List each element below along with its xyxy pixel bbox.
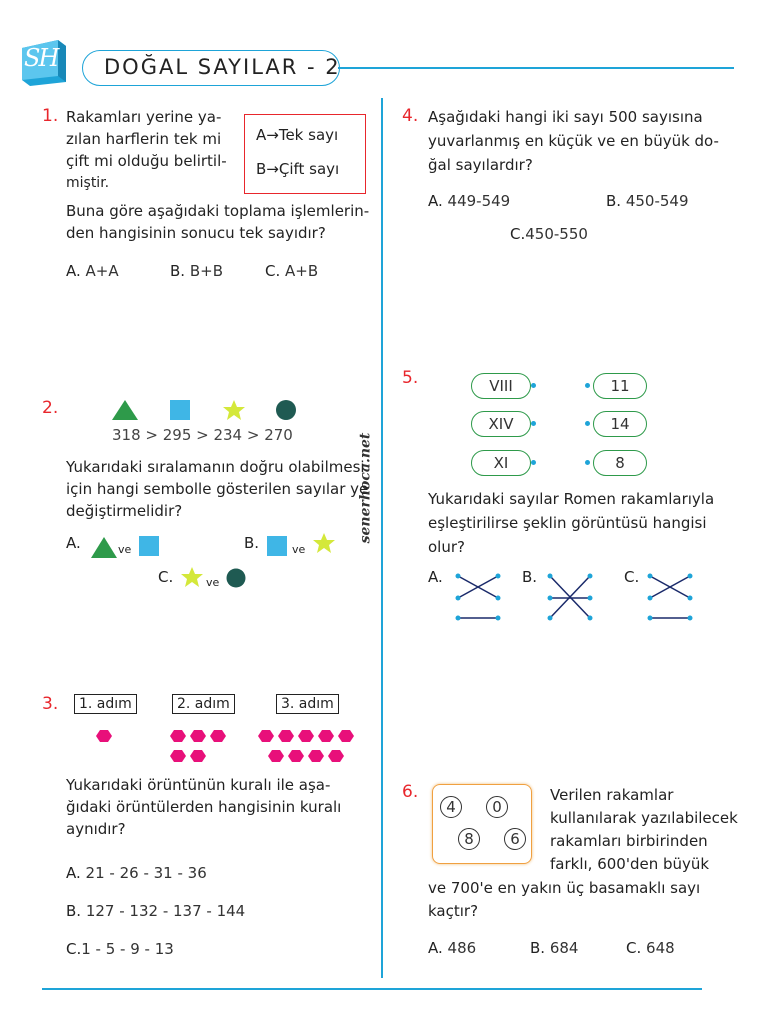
option-letter: A.: [66, 534, 81, 552]
q2-question-line: Yukarıdaki sıralamanın doğru olabilmesi: [66, 458, 365, 476]
q5-dot: [531, 421, 536, 426]
q5-number-1: 11: [593, 373, 647, 399]
q2-symbols: [108, 398, 308, 424]
option-value: 449-549: [447, 192, 511, 210]
option-letter: A.: [428, 568, 443, 586]
q6-digit: 0: [486, 796, 508, 818]
q5-diagram-c: [646, 570, 696, 624]
q3-question-line: ğıdaki örüntülerden hangisinin kuralı: [66, 798, 342, 816]
q3-option-c[interactable]: [66, 938, 174, 960]
footer-rule: [42, 988, 702, 990]
q1-number: 1.: [42, 106, 59, 126]
q5-question-line: eşleştirilirse şeklin görüntüsü hangisi: [428, 514, 707, 532]
option-letter: B.: [530, 939, 546, 957]
q3-step-1: 1. adım: [74, 694, 137, 714]
q4-number: 4.: [402, 106, 419, 126]
q6-number: 6.: [402, 782, 419, 802]
option-value: 450-549: [625, 192, 689, 210]
yellow-star-icon: [313, 533, 335, 553]
q6-digit: 4: [440, 796, 462, 818]
q3-question-line: aynıdır?: [66, 820, 126, 838]
page-title: DOĞAL SAYILAR - 2: [104, 55, 341, 79]
q6-option-c[interactable]: [626, 937, 675, 959]
option-value: 127 - 132 - 137 - 144: [85, 902, 246, 920]
q3-question-line: Yukarıdaki örüntünün kuralı ile aşa-: [66, 776, 331, 794]
q5-option-c[interactable]: [624, 566, 704, 626]
yellow-star-icon: [181, 567, 203, 587]
option-value: A+A: [85, 262, 119, 280]
option-letter: A.: [428, 192, 443, 210]
q6-digit: 6: [504, 828, 526, 850]
q1-text-line: Rakamları yerine ya-: [66, 108, 222, 126]
q4-option-b[interactable]: [606, 190, 689, 212]
q6-text-line: rakamları birbirinden: [550, 832, 708, 850]
q2-option-a[interactable]: [66, 532, 176, 560]
q6-digit: 8: [458, 828, 480, 850]
q6-text-line: kullanılarak yazılabilecek: [550, 809, 738, 827]
option-value: B+B: [189, 262, 223, 280]
q5-option-b[interactable]: [522, 566, 602, 626]
option-value: 684: [549, 939, 579, 957]
option-letter: B.: [606, 192, 622, 210]
q5-dot: [585, 383, 590, 388]
logo: [18, 38, 70, 86]
option-letter: C.: [158, 568, 174, 586]
dark-circle-icon: [227, 569, 246, 588]
option-letter: C.: [626, 939, 642, 957]
q1-option-b[interactable]: [170, 260, 223, 282]
q5-question-line: Yukarıdaki sayılar Romen rakamlarıyla: [428, 490, 715, 508]
q6-text-line: farklı, 600'den büyük: [550, 855, 710, 873]
q4-question-line: Aşağıdaki hangi iki sayı 500 sayısına: [428, 108, 703, 126]
q1-legend-b: B→Çift sayı: [256, 160, 340, 178]
q2-question-line: değiştirmelidir?: [66, 502, 183, 520]
option-letter: B.: [170, 262, 186, 280]
watermark: senerhoca.net: [357, 432, 374, 544]
q5-roman-2: XIV: [471, 411, 531, 437]
q5-diagram-b: [546, 570, 596, 624]
q4-option-a[interactable]: [428, 190, 510, 212]
q2-number: 2.: [42, 398, 59, 418]
header-rule: [338, 67, 734, 69]
option-letter: A.: [66, 262, 81, 280]
q6-option-a[interactable]: [428, 937, 476, 959]
option-letter: B.: [522, 568, 538, 586]
q5-dot: [531, 460, 536, 465]
dark-circle-icon: [276, 400, 296, 420]
option-letter: C.: [510, 225, 526, 243]
q2-option-c[interactable]: [158, 566, 268, 594]
option-connector: ve: [206, 576, 220, 589]
q2-sequence: 318 > 295 > 234 > 270: [112, 426, 293, 444]
q2-question-line: için hangi sembolle gösterilen sayılar ye: [66, 480, 369, 498]
option-connector: ve: [292, 543, 306, 556]
option-letter: B.: [244, 534, 260, 552]
q4-option-c[interactable]: [510, 223, 588, 245]
option-letter: A.: [66, 864, 81, 882]
option-letter: C.: [66, 940, 82, 958]
q5-number-3: 8: [593, 450, 647, 476]
q5-number-2: 14: [593, 411, 647, 437]
blue-square-icon: [267, 536, 287, 556]
q6-question-line: ve 700'e en yakın üç basamaklı sayı: [428, 879, 701, 897]
option-value: 648: [646, 939, 675, 957]
q1-legend-a: A→Tek sayı: [256, 126, 339, 144]
option-value: 486: [447, 939, 477, 957]
option-letter: A.: [428, 939, 443, 957]
q3-step-2: 2. adım: [172, 694, 235, 714]
q1-text-line: zılan harflerin tek mi: [66, 130, 222, 148]
column-divider: [381, 98, 383, 978]
q5-option-a[interactable]: [428, 566, 508, 626]
q1-text-line: miştir.: [66, 175, 110, 191]
q1-option-c[interactable]: [265, 260, 318, 282]
q5-dot: [585, 421, 590, 426]
q6-option-b[interactable]: [530, 937, 578, 959]
option-letter: C.: [624, 568, 640, 586]
q1-question-line: Buna göre aşağıdaki toplama işlemlerin-: [66, 202, 370, 220]
q5-dot: [531, 383, 536, 388]
q1-option-a[interactable]: [66, 260, 119, 282]
q5-number: 5.: [402, 368, 419, 388]
q6-text-line: Verilen rakamlar: [550, 786, 674, 804]
option-value: 21 - 26 - 31 - 36: [85, 864, 207, 882]
q3-option-b[interactable]: [66, 900, 245, 922]
option-letter: C.: [265, 262, 281, 280]
q5-roman-3: XI: [471, 450, 531, 476]
q2-option-b[interactable]: [244, 532, 354, 560]
q5-dot: [585, 460, 590, 465]
q6-question-line: kaçtır?: [428, 902, 479, 920]
q3-option-a[interactable]: [66, 862, 207, 884]
green-triangle-icon: [112, 400, 138, 420]
green-triangle-icon: [91, 537, 117, 558]
blue-square-icon: [170, 400, 190, 420]
q5-question-line: olur?: [428, 538, 465, 556]
q4-question-line: yuvarlanmış en küçük ve en büyük do-: [428, 132, 719, 150]
option-letter: B.: [66, 902, 82, 920]
option-value: 450-550: [525, 225, 588, 243]
q5-diagram-a: [454, 570, 504, 624]
q3-step-3: 3. adım: [276, 694, 339, 714]
q3-number: 3.: [42, 694, 59, 714]
q1-text-line: çift mi olduğu belirtil-: [66, 152, 227, 170]
yellow-star-icon: [223, 400, 245, 420]
q3-pattern: [90, 726, 380, 766]
option-connector: ve: [118, 543, 132, 556]
blue-square-icon: [139, 536, 159, 556]
option-value: 1 - 5 - 9 - 13: [81, 940, 174, 958]
logo-text: SH: [24, 44, 58, 72]
hexagon-icon: [96, 730, 112, 742]
option-value: A+B: [285, 262, 319, 280]
q1-question-line: den hangisinin sonucu tek sayıdır?: [66, 224, 326, 242]
q4-question-line: ğal sayılardır?: [428, 156, 533, 174]
q5-roman-1: VIII: [471, 373, 531, 399]
